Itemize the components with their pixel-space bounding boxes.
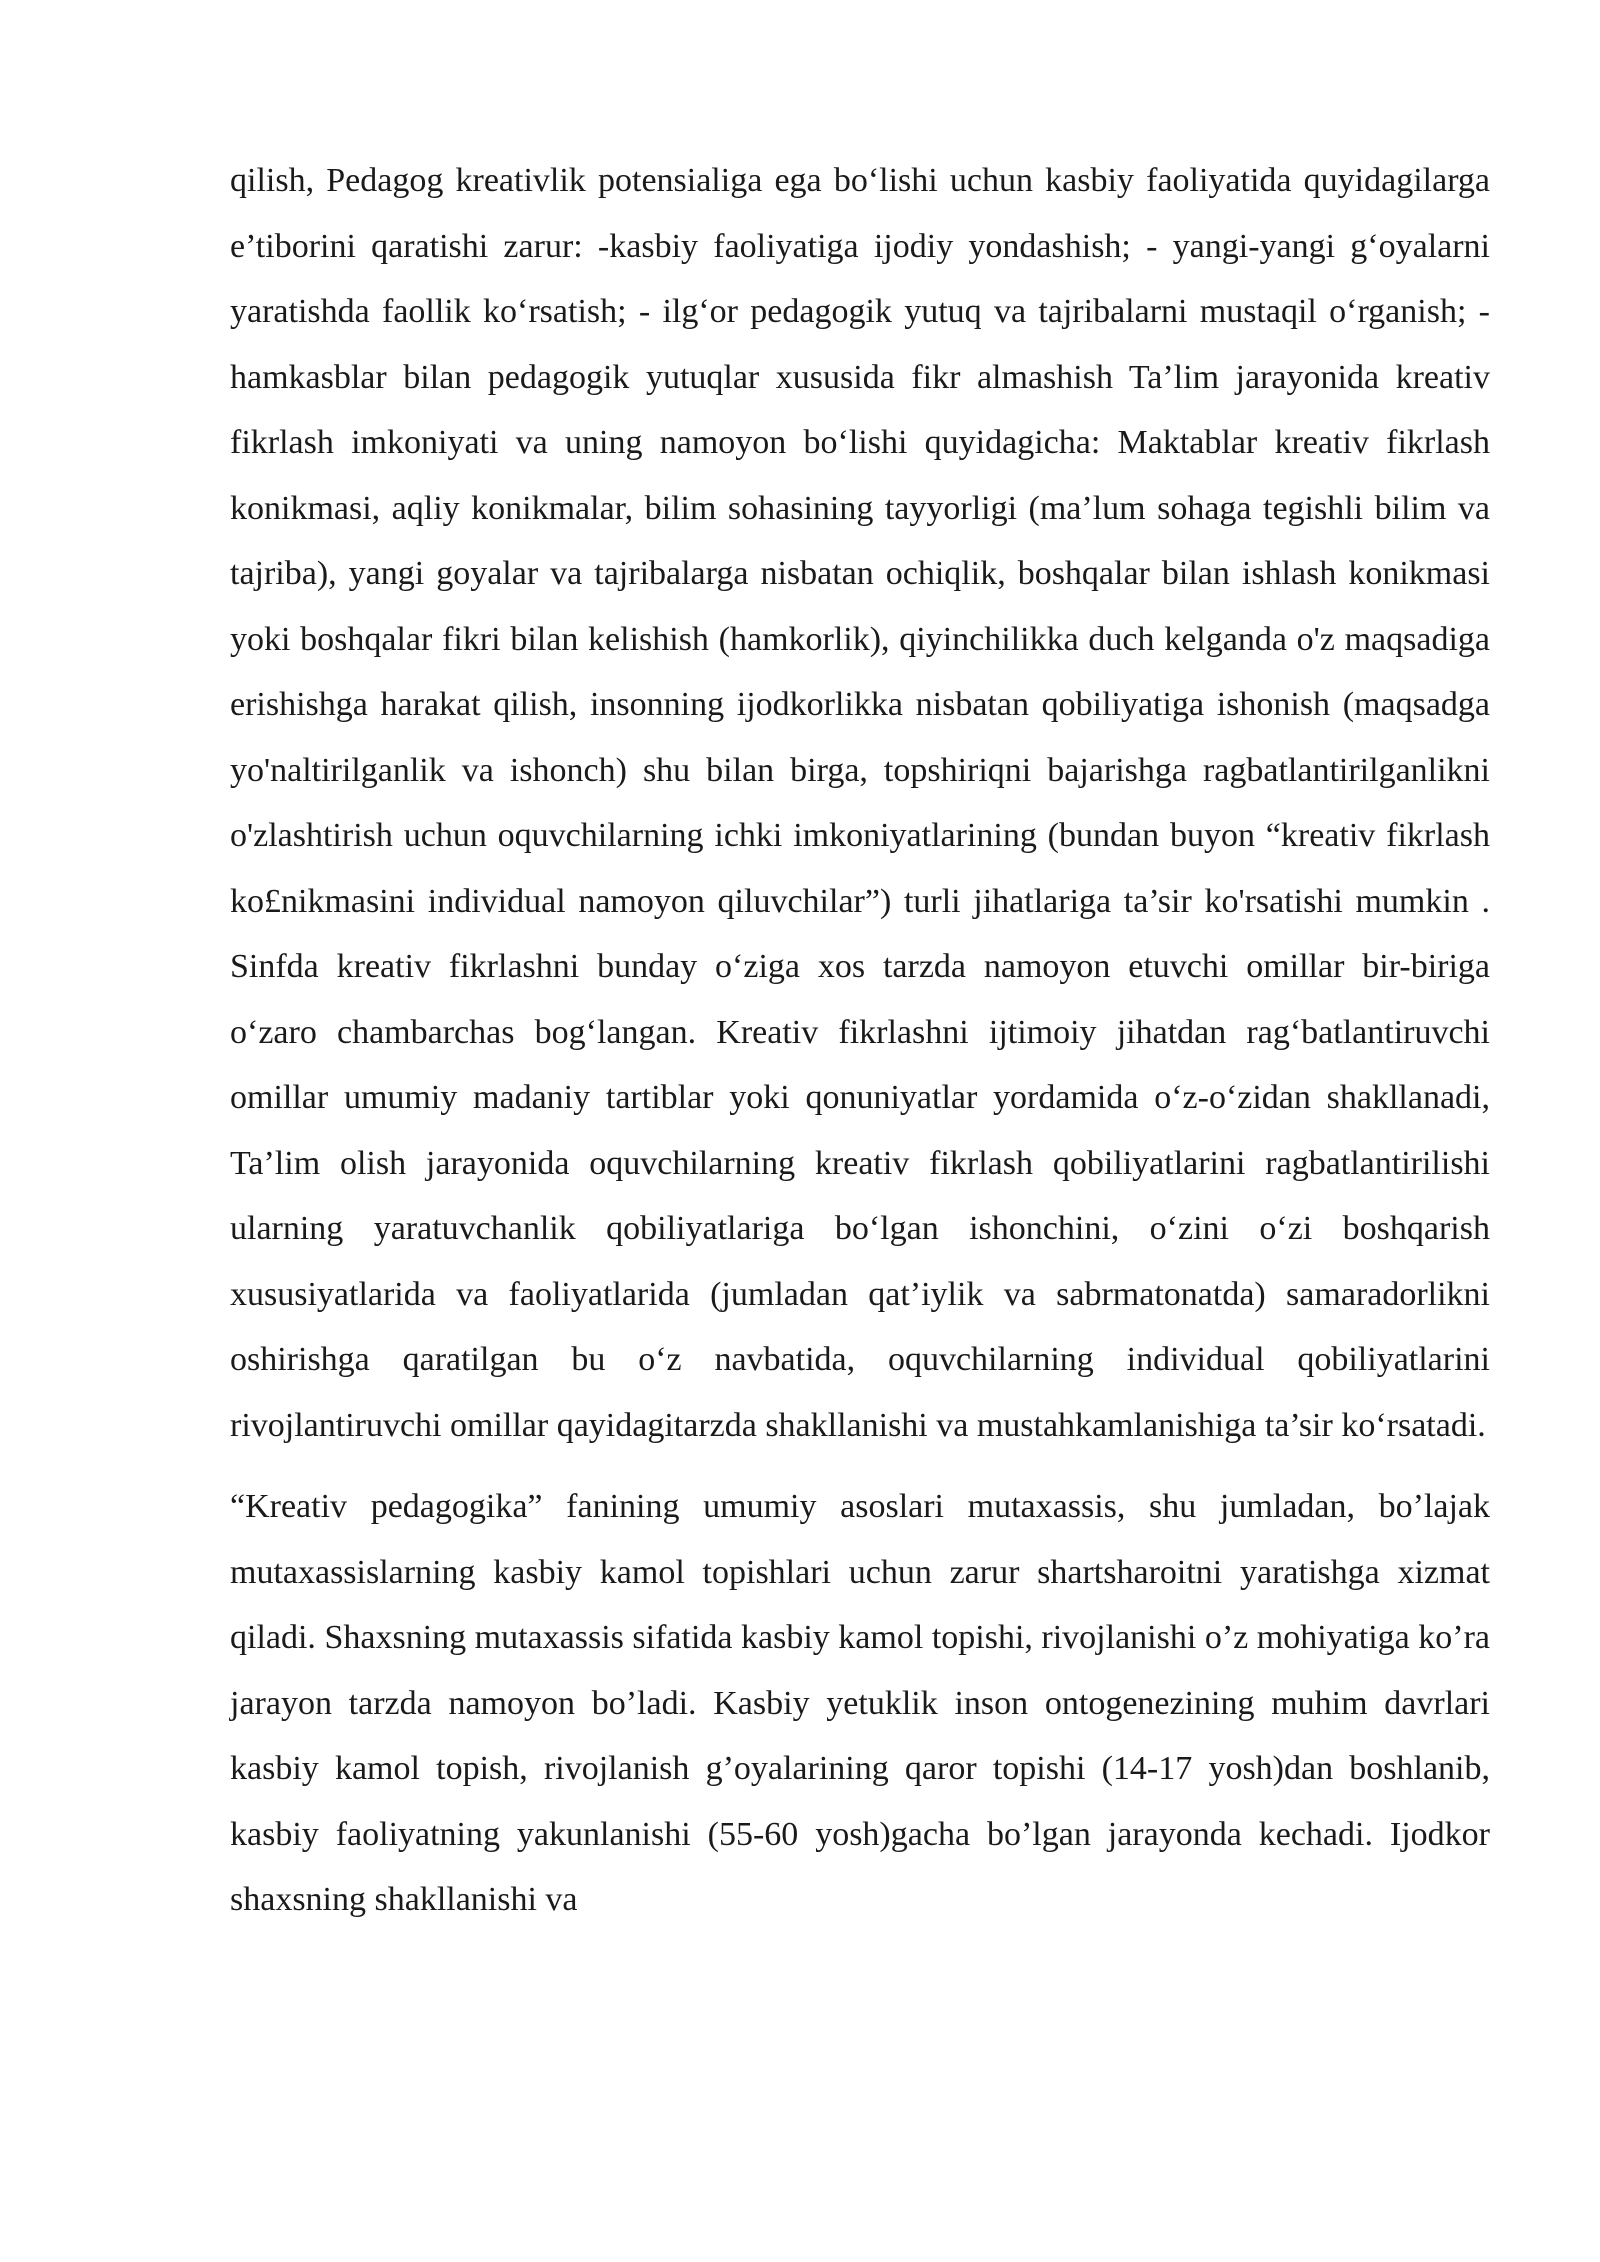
document-body	[230, 148, 1490, 1933]
body-paragraph-2: “Kreativ pedagogika” fanining umumiy asoslari mutaxassis, shu jumladan, bo’lajak mutaxassislarning kasbiy kamol topishlari uchun zarur shartsharoitni yaratishga xizmat qiladi. Shaxsning mutaxassis sifatida kasbiy kamol topishi, rivojlanishi o’z mohiyatiga ko’ra jarayon tarzda namoyon bo’ladi. Kasbiy yetuklik inson ontogenezining muhim davrlari kasbiy kamol topish, rivojlanish g’oyalarining qaror topishi (14-17 yosh)dan boshlanib, kasbiy faoliyatning yakunlanishi (55-60 yosh)gacha bo’lgan jarayonda kechadi. Ijodkor shaxsning shakllanishi va	[230, 1488, 1490, 1918]
body-paragraph-1: qilish, Pedagog kreativlik potensialiga ega bo‘lishi uchun kasbiy faoliyatida quyidagilarga e’tiborini qaratishi zarur: -kasbiy faoliyatiga ijodiy yondashish; - yangi-yangi g‘oyalarni yaratishda faollik ko‘rsatish; - ilg‘or pedagogik yutuq va tajribalarni mustaqil o‘rganish; - hamkasblar bilan pedagogik yutuqlar xususida fikr almashish Ta’lim jarayonida kreativ fikrlash imkoniyati va uning namoyon bo‘lishi quyidagicha: Maktablar kreativ fikrlash konikmasi, aqliy konikmalar, bilim sohasining tayyorligi (ma’lum sohaga tegishli bilim va tajriba), yangi goyalar va tajribalarga nisbatan ochiqlik, boshqalar bilan ishlash konikmasi yoki boshqalar fikri bilan kelishish (hamkorlik), qiyinchilikka duch kelganda o'z maqsadiga erishishga harakat qilish, insonning ijodkorlikka nisbatan qobiliyatiga ishonish (maqsadga yo'naltirilganlik va ishonch) shu bilan birga, topshiriqni bajarishga ragbatlantirilganlikni o'zlashtirish uchun oquvchilarning ichki imkoniyatlarining (bundan buyon “kreativ fikrlash ko£nikmasini individual namoyon qiluvchilar”) turli jihatlariga ta’sir ko'rsatishi mumkin . Sinfda kreativ fikrlashni bunday o‘ziga xos tarzda namoyon etuvchi omillar bir-biriga o‘zaro chambarchas bog‘langan. Kreativ fikrlashni ijtimoiy jihatdan rag‘batlantiruvchi omillar umumiy madaniy tartiblar yoki qonuniyatlar yordamida o‘z-o‘zidan shakllanadi, Ta’lim olish jarayonida oquvchilarning kreativ fikrlash qobiliyatlarini ragbatlantirilishi ularning yaratuvchanlik qobiliyatlariga bo‘lgan ishonchini, o‘zini o‘zi boshqarish xususiyatlarida va faoliyatlarida (jumladan qat’iylik va sabrmatonatda) samaradorlikni oshirishga qaratilgan bu o‘z navbatida, oquvchilarning individual qobiliyatlarini rivojlantiruvchi omillar qayidagitarzda shakllanishi va mustahkamlanishiga ta’sir ko‘rsatadi.	[230, 162, 1490, 1444]
